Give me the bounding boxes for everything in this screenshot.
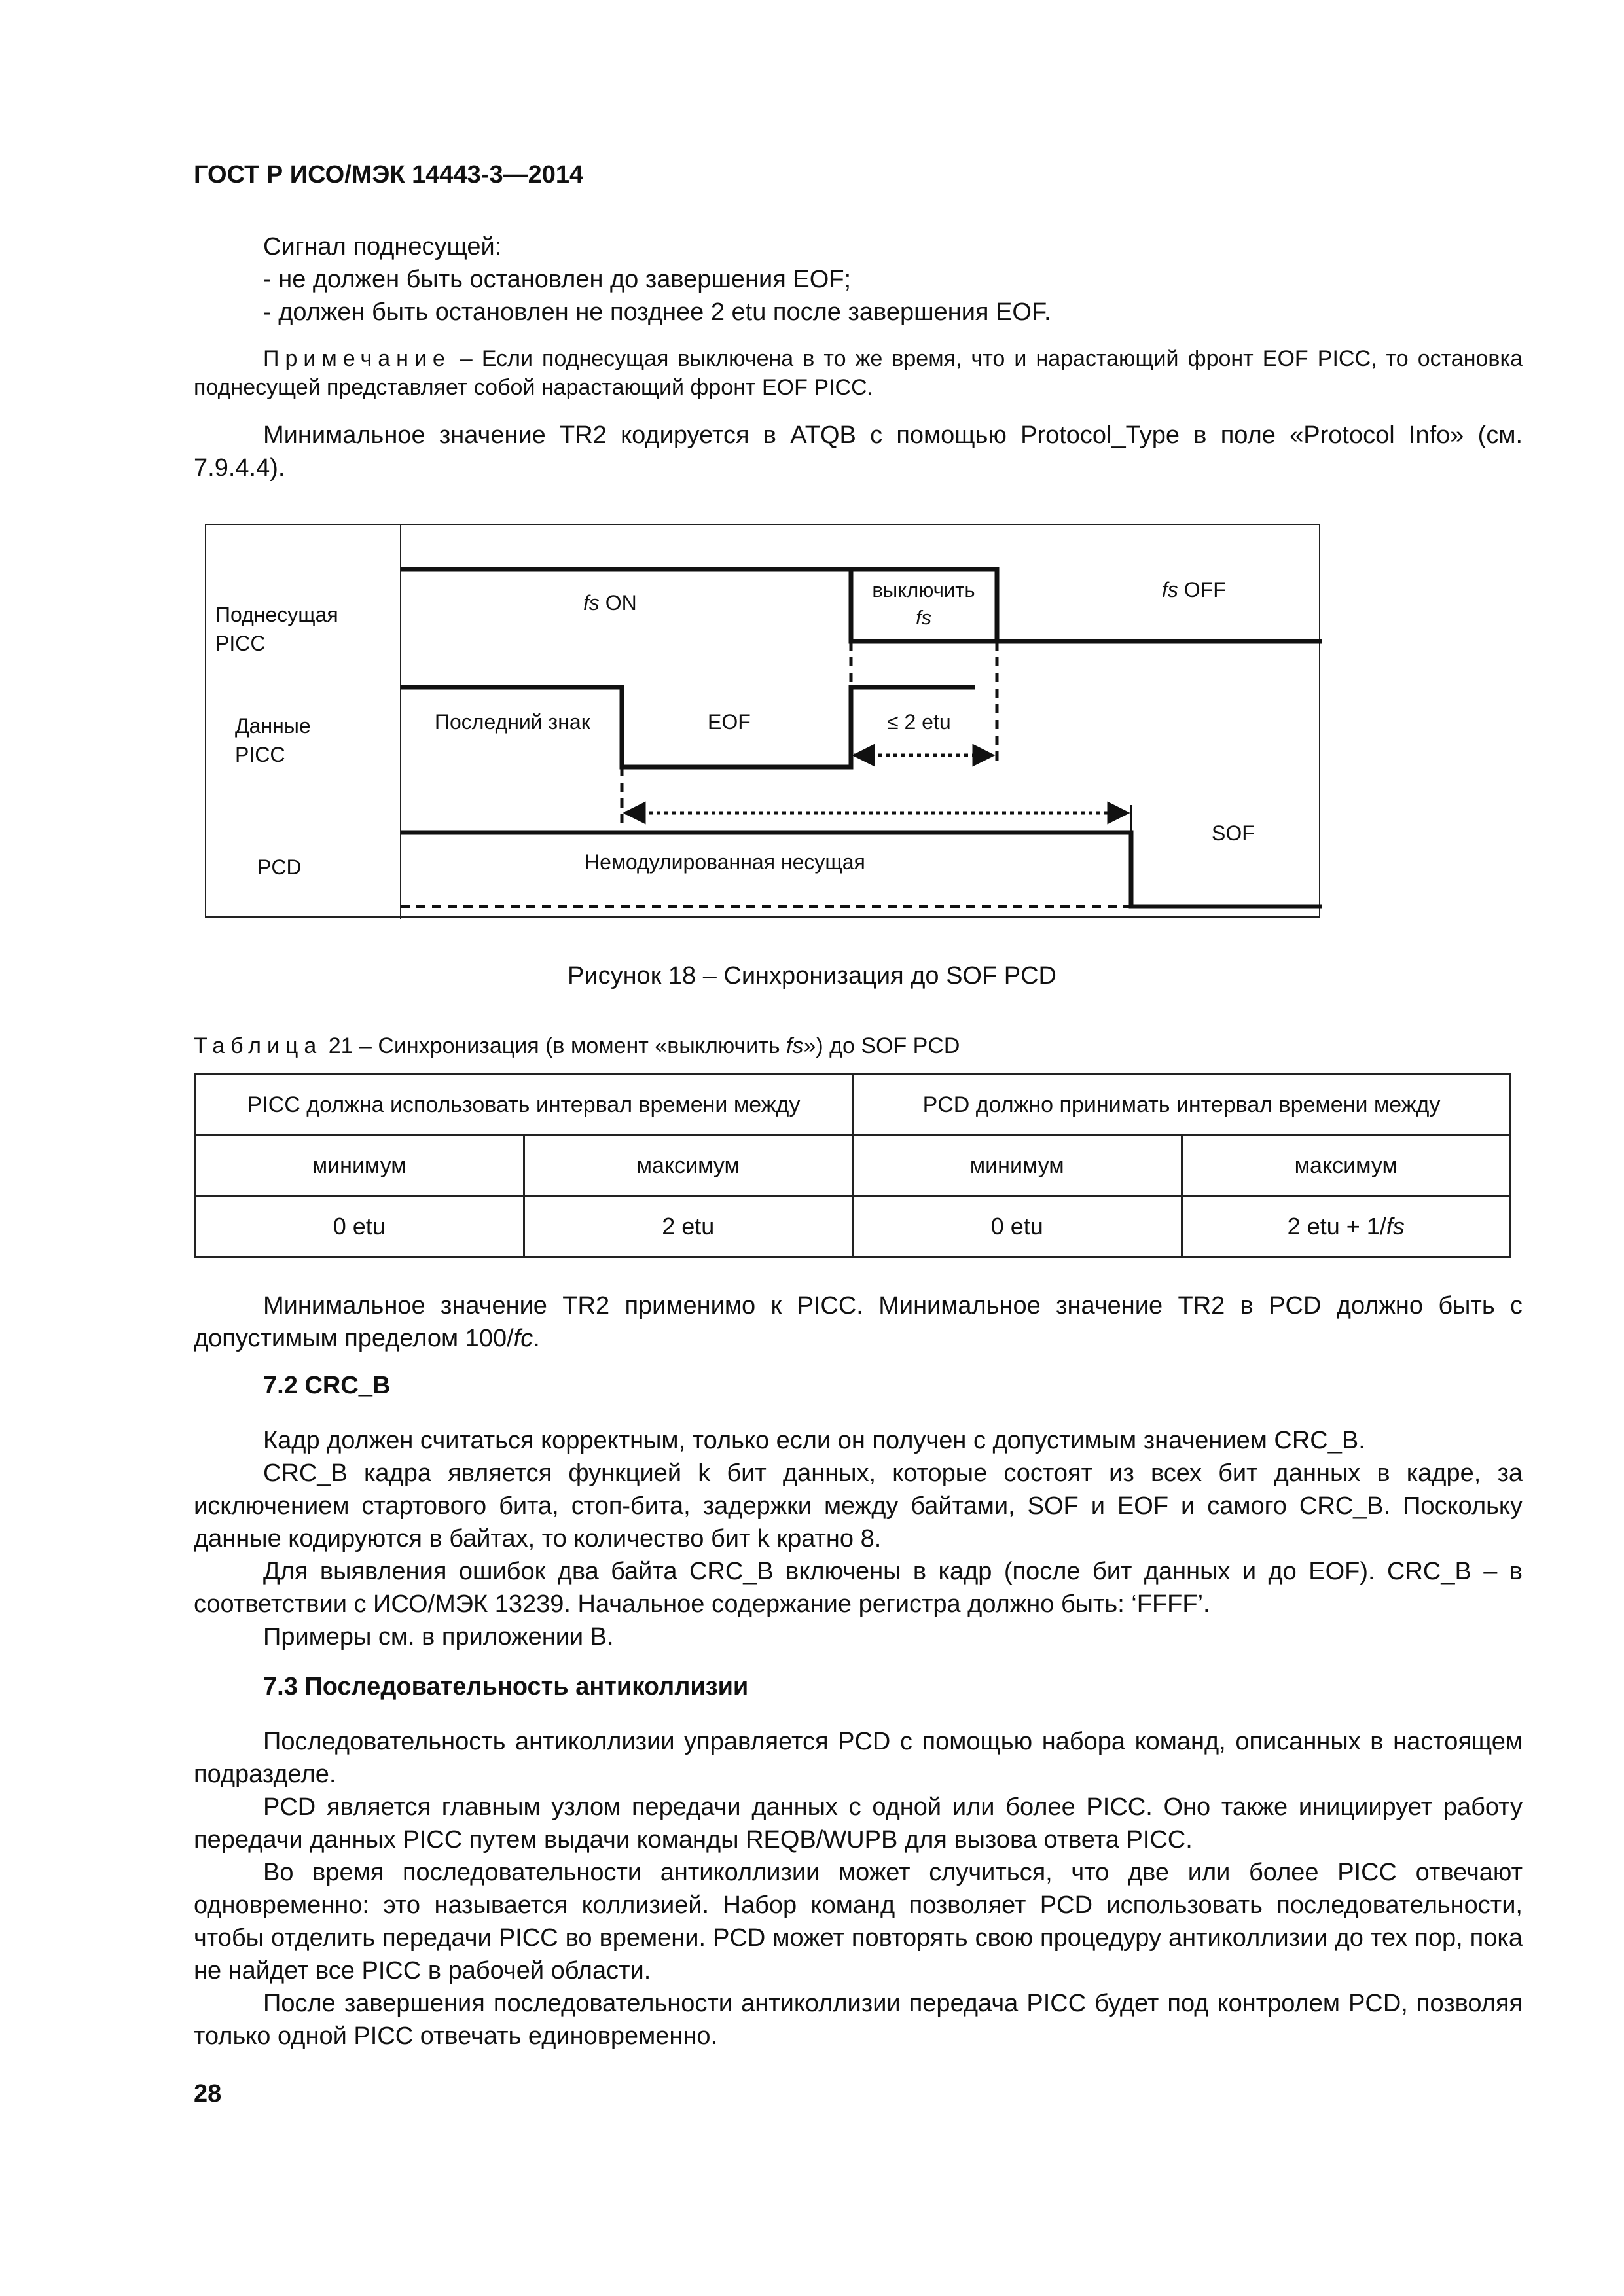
note-paragraph xyxy=(194,344,1523,402)
table-row xyxy=(195,1075,1511,1136)
fs-on-label: fs ON xyxy=(583,591,637,615)
document-header: ГОСТ Р ИСО/МЭК 14443-3—2014 xyxy=(194,161,584,188)
crc-paragraph: Для выявления ошибок два байта CRC_B включены в кадр (после бит данных и до EOF). CRC_B – в соответствии с ИСО/МЭК 13239. Начальное содержание регистра должно быть: ‘FFFF’. xyxy=(194,1558,1523,1618)
table-header-pcd: PCD должно принимать интервал времени между xyxy=(853,1075,1511,1136)
section-heading-7-2: 7.2 CRC_B xyxy=(263,1372,391,1399)
anticollision-paragraph: Во время последовательности антиколлизии может случиться, что две или более PICC отвечают одновременно: это называется коллизией. Набор команд позволяет PCD использовать последовательности, чтобы отделить передачи PICC во времени. PCD может повторять свою процедуру антиколлизии до тех пор, пока не найдет все PICC в рабочей области. xyxy=(194,1859,1523,1984)
unmodulated-carrier-label: Немодулированная несущая xyxy=(585,850,865,874)
table-row xyxy=(195,1136,1511,1196)
switch-off-label: выключить xyxy=(872,579,975,601)
intro-line: - должен быть остановлен не позднее 2 etu после завершения EOF. xyxy=(263,298,1051,326)
table-row xyxy=(195,1196,1511,1257)
page-number: 28 xyxy=(194,2080,222,2108)
tr2-picc-paragraph: Минимальное значение TR2 применимо к PICC. Минимальное значение TR2 в PCD должно быть с допустимым пределом 100/fc. xyxy=(194,1292,1523,1352)
sof-label: SOF xyxy=(1212,821,1255,845)
tr2-paragraph: Минимальное значение TR2 кодируется в ATQB с помощью Protocol_Type в поле «Protocol Info» (см. 7.9.4.4). xyxy=(194,422,1523,482)
switch-off-fs-label: fs xyxy=(915,606,932,629)
crc-paragraph: Кадр должен считаться корректным, только если он получен с допустимым значением CRC_B. xyxy=(263,1427,1365,1454)
anticollision-paragraph: Последовательность антиколлизии управляется PCD с помощью набора команд, описанных в настоящем подразделе. xyxy=(194,1728,1523,1788)
row-label-data-picc: PICC xyxy=(235,743,285,766)
eof-label: EOF xyxy=(708,710,751,734)
table-label: Таблица xyxy=(194,1033,323,1058)
table-title: Таблица 21 – Синхронизация (в момент «выключить fs») до SOF PCD xyxy=(194,1033,960,1058)
table-subheader: максимум xyxy=(524,1136,853,1196)
table-header-picc: PICC должна использовать интервал времени между xyxy=(195,1075,853,1136)
table-cell: 2 etu xyxy=(524,1196,853,1257)
table-cell: 2 etu + 1/fs xyxy=(1182,1196,1511,1257)
figure-caption: Рисунок 18 – Синхронизация до SOF PCD xyxy=(568,962,1056,990)
table-subheader: максимум xyxy=(1182,1136,1511,1196)
table-cell: 0 etu xyxy=(853,1196,1182,1257)
row-label-subcarrier: Поднесущая xyxy=(215,603,338,626)
row-label-pcd: PCD xyxy=(257,855,302,879)
row-label-data: Данные xyxy=(235,714,311,738)
intro-line: Сигнал поднесущей: xyxy=(263,233,502,260)
table-subheader: минимум xyxy=(853,1136,1182,1196)
intro-line: - не должен быть остановлен до завершения EOF; xyxy=(263,266,852,293)
timing-diagram-svg xyxy=(206,525,1322,919)
crc-paragraph: CRC_B кадра является функцией k бит данных, которые состоят из всех бит данных в кадре, за исключением стартового бита, стоп-бита, задержки между байтами, SOF и EOF и самого CRC_B. Поскольку данные кодируются в байтах, то количество бит k кратно 8. xyxy=(194,1460,1523,1552)
last-char-label: Последний знак xyxy=(435,710,590,734)
table-21 xyxy=(194,1073,1511,1258)
section-heading-7-3: 7.3 Последовательность антиколлизии xyxy=(263,1673,749,1700)
note-text: – Если поднесущая выключена в то же время, что и нарастающий фронт EOF PICC, то остановка поднесущей представляет собой нарастающий фронт EOF PICC. xyxy=(194,346,1523,400)
anticollision-paragraph: После завершения последовательности антиколлизии передача PICC будет под контролем PCD, позволяя только одной PICC отвечать единовременно. xyxy=(194,1990,1523,2050)
crc-paragraph: Примеры см. в приложении B. xyxy=(263,1623,614,1651)
row-label-subcarrier-picc: PICC xyxy=(215,632,266,655)
le-2etu-label: ≤ 2 etu xyxy=(887,710,951,734)
fs-off-label: fs OFF xyxy=(1162,578,1226,601)
timing-diagram xyxy=(205,524,1320,918)
note-label: Примечание xyxy=(263,346,451,371)
table-subheader: минимум xyxy=(195,1136,524,1196)
anticollision-paragraph: PCD является главным узлом передачи данных с одной или более PICC. Оно также инициирует работу передачи данных PICC путем выдачи команды REQB/WUPB для вызова ответа PICC. xyxy=(194,1793,1523,1854)
table-cell: 0 etu xyxy=(195,1196,524,1257)
